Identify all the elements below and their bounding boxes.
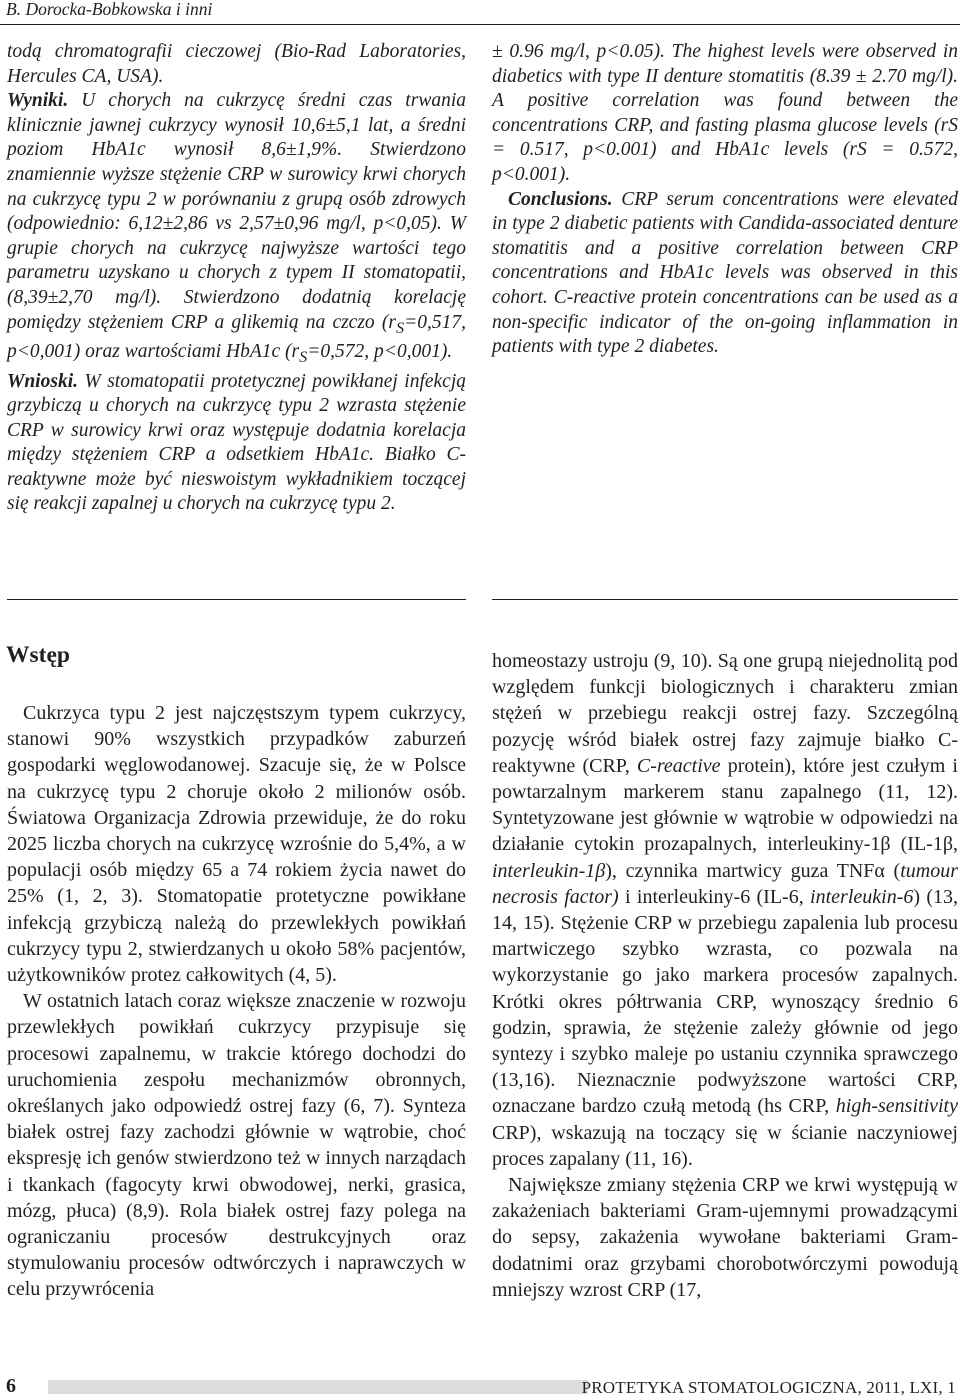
header-rule (0, 24, 960, 25)
journal-footer: PROTETYKA STOMATOLOGICZNA, 2011, LXI, 1 (581, 1378, 956, 1397)
text-run: CRP), wskazują na toczący się w ścianie naczyniowej proces zapalany (11, 16). (492, 1121, 958, 1170)
conclusions-label: Wnioski. (7, 370, 78, 392)
body-column-right (492, 648, 958, 1303)
abstract-en-paragraph: ± 0.96 mg/l, p<0.05). The highest levels were observed in diabetics with type II denture stomatitis (8.39 ± 2.70 mg/l). A positive correlation was found between the concentrations CRP, and fasting plasma glucose levels (rS = 0.517, p<0.001) and HbA1c levels (rS = 0.572, p<0.001). (492, 41, 958, 185)
page-number: 6 (6, 1375, 16, 1397)
abstract-en-conclusions (492, 188, 958, 360)
results-text-c: =0,572, p<0,001). (307, 341, 453, 363)
section-title: Wstęp (6, 642, 70, 668)
body-paragraph (492, 648, 958, 1172)
italic-term: tumour necrosis factor) (492, 859, 958, 908)
italic-term: C-reactive (636, 754, 721, 777)
separator-right (492, 599, 958, 600)
results-label: Wyniki. (7, 90, 69, 112)
conclusions-text: W stomatopatii protetycznej powikłanej infekcją grzybiczą u chorych na cukrzycę typu 2 wzrasta stężenie CRP w surowicy krwi oraz występuje dodatnia korelacja między stężeniem CRP a odsetkiem HbA1c. Białko C-reaktywne może być nieswoistym wykładnikiem toczącej się reakcji zapalnej u chorych na cukrzycę typu 2. (7, 370, 466, 515)
body-paragraph: W ostatnich latach coraz większe znaczenie w rozwoju przewlekłych powikłań cukrzycy przypisuje się procesowi zapalnemu, w trakcie którego dochodzi do uruchomienia zespołu mechanizmów obronnych, określanych jako odpowiedź ostrej fazy (6, 7). Synteza białek ostrej fazy zachodzi głównie w wątrobie, choć ekspresję ich genów stwierdzono też w innych narządach i tkankach (fagocyty krwi obwodowej, nerki, grasica, mózg, płuca) (8,9). Rola białek ostrej fazy polega na ograniczaniu procesów destrukcyjnych oraz stymulowaniu procesów odtwórczych i naprawczych w celu przywrócenia (7, 990, 466, 1301)
subscript-s: S (299, 347, 308, 366)
abstract-pl-conclusions (7, 370, 466, 518)
abstract-polish (7, 40, 466, 517)
italic-term: interleukin-1β (492, 859, 606, 882)
running-head: B. Dorocka-Bobkowska i inni (6, 0, 213, 19)
results-text-a: U chorych na cukrzycę średni czas trwania klinicznie jawnej cukrzycy wynosił 10,6±5,1 lat, a średni poziom HbA1c wynosił 8,6±1,9%. Stwierdzono znamiennie wyższe stężenie CRP w surowicy krwi chorych na cukrzycę typu 2 w porównaniu z grupą osób zdrowych (odpowiednio: 6,12±2,86 vs 2,57±0,96 mg/l, p<0,05). W grupie chorych na cukrzycę najwyższe wartości tego parametru uzyskano u chorych z typem II stomatopatii, (8,39±2,70 mg/l). Stwierdzono dodatnią korelację pomiędzy stężeniem CRP a glikemią na czczo (r (7, 90, 466, 333)
text-run: ), czynnika martwicy guza TNFα ( (605, 859, 901, 882)
abstract-pl-results (7, 89, 466, 369)
conclusions-text-en: CRP serum concentrations were elevated in type 2 diabetic patients with Candida-associated denture stomatitis and a positive correlation between CRP concentrations and HbA1c levels was observed in this cohort. C-reactive protein concentrations can be used as a non-specific indicator of the on-going inflammation in patients with type 2 diabetes. (492, 188, 958, 358)
text-run: i interleukiny-6 (IL-6, (618, 885, 811, 908)
text-run: ) (13, 14, 15). Stężenie CRP w przebiegu zapalenia lub procesu martwiczego szybko wzrasta, co pozwala na wykorzystanie go jako markera procesów zapalnych. Krótki okres półtrwania CRP, wynoszący średnio 6 godzin, sprawia, że stężenie zależy głównie od jego syntezy i szybko maleje po ustaniu czynnika sprawczego (13,16). Nieznacznie podwyższone wartości CRP, oznaczane bardzo czułą metodą (hs CRP, (492, 885, 959, 1118)
text-run: homeostazy ustroju (9, 10). Są one grupą niejednolitą pod względem funkcji biologicznych i charakteru zmian stężeń w przebiegu reakcji ostrej fazy. Szczególną pozycję wśród białek ostrej fazy zajmuje białko C-reaktywne (CRP, (492, 650, 958, 777)
subscript-s: S (395, 318, 405, 337)
italic-term: high-sensitivity (835, 1095, 958, 1118)
abstract-english (492, 40, 958, 360)
text-run: protein), które jest czułym i powtarzalnym markerem stanu zapalnego (11, 12). Syntetyzowane jest głównie w wątrobie w odpowiedzi na działanie cytokin prozapalnych, interleukiny-1β (IL-1β, (492, 754, 958, 856)
italic-term: interleukin-6 (810, 885, 914, 908)
body-paragraph: Cukrzyca typu 2 jest najczęstszym typem cukrzycy, stanowi 90% wszystkich przypadków zaburzeń gospodarki węglowodanowej. Szacuje się, że w Polsce na cukrzycę typu 2 choruje około 2 milionów osób. Światowa Organizacja Zdrowia przewiduje, że do roku 2025 liczba chorych na cukrzycę wzrośnie do 5,4%, a w populacji osób między 65 a 74 rokiem życia nawet do 25% (1, 2, 3). Stomatopatie protetyczne powikłane infekcją grzybiczą należą do przewlekłych powikłań cukrzycy typu 2, stwierdzanych u około 58% pacjentów, użytkowników protez całkowitych (4, 5). (7, 702, 466, 987)
footer-bar (48, 1380, 588, 1394)
results-text-b: =0,517, p<0,001) oraz wartościami HbA1c (r (7, 311, 466, 363)
conclusions-label-en: Conclusions. (508, 188, 613, 210)
body-paragraph: Największe zmiany stężenia CRP we krwi występują w zakażeniach bakteriami Gram-ujemnymi prowadzącymi do sepsy, zakażenia wywołane bakteriami Gram-dodatnimi oraz grzybami chorobotwórczymi powodują mniejszy wzrost CRP (17, (492, 1174, 958, 1301)
separator-left (7, 599, 466, 600)
body-column-left (7, 700, 466, 1303)
abstract-pl-paragraph: todą chromatografii cieczowej (Bio-Rad Laboratories, Hercules CA, USA). (7, 41, 466, 87)
